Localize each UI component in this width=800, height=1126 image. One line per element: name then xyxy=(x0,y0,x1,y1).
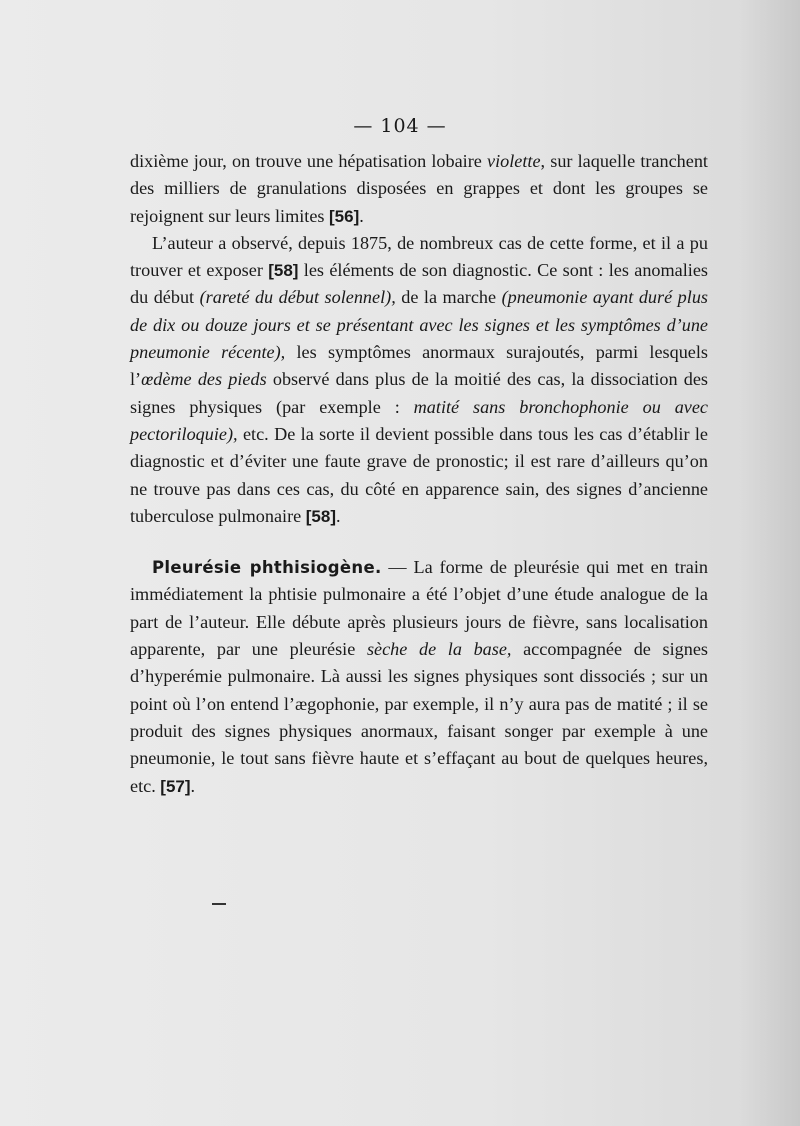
p2-italic-3: œdème des pieds xyxy=(141,369,267,390)
p3-text-1: — La forme de pleurésie qui met en train immédiatement la phtisie pulmonaire a été l’objet d’une étude analogue de la part de l’auteur. Elle débute après plusieurs jours de fièvre, sans localisation apparente, par une pleurésie xyxy=(130,557,708,660)
p3-ref-1: [57] xyxy=(160,776,191,796)
paragraph-1 xyxy=(130,148,708,230)
p2-text-3: de la marche xyxy=(395,287,502,308)
p2-text-5: observé dans plus de la moitié des cas, la dissociation des signes physiques (par exemple : xyxy=(130,369,708,417)
p1-italic-1: violette xyxy=(487,151,541,171)
paragraph-3 xyxy=(130,554,708,800)
p3-text-3: . xyxy=(190,775,196,796)
page-number: — 104 — xyxy=(353,115,447,137)
paragraph-gap xyxy=(130,530,708,554)
p2-ref-2: [58] xyxy=(305,506,336,526)
p1-text-1: dixième jour, on trouve une hépatisation lobaire xyxy=(130,151,488,171)
p1-text-3: . xyxy=(359,205,364,226)
p3-text-2: accompagnée de signes d’hyperémie pulmonaire. Là aussi les signes physiques sont dissociés ; sur un point où l’on entend l’ægophonie, par exemple, il n’y aura pas de matité ; il se produit des signes physiques anormaux, faisant songer par exemple à une pneumonie, le tout sans fièvre haute et s’effaçant au bout de quelques heures, etc. xyxy=(130,639,708,796)
p2-text-7: . xyxy=(336,505,341,526)
stray-dash-mark xyxy=(212,903,226,905)
paragraph-2 xyxy=(130,230,708,530)
p2-italic-1: (rareté du début solennel), xyxy=(199,287,396,308)
p1-text-2: , sur laquelle tranchent des milliers de granulations disposées en grappes et dont les groupes se rejoignent sur leurs limites xyxy=(130,151,708,226)
p2-text-2: les éléments de son diagnostic. Ce sont : les anomalies du début xyxy=(130,260,708,308)
p1-ref-1: [56] xyxy=(329,206,360,226)
body-text xyxy=(130,148,708,800)
section-heading: Pleurésie phthisiogène. xyxy=(152,558,382,578)
p2-text-6: etc. De la sorte il devient possible dans tous les cas d’établir le diagnostic et d’éviter une faute grave de pronostic; il est rare d’ailleurs qu’on ne trouve pas dans ces cas, du côté en apparence sain, des signes d’ancienne tuberculose pulmonaire xyxy=(130,423,708,526)
p2-italic-2: (pneumonie ayant duré plus de dix ou douze jours et se présentant avec les signes et les symptômes d’une pneumonie récente), xyxy=(130,287,708,363)
p2-ref-1: [58] xyxy=(268,261,299,281)
p3-italic-1: sèche de la base, xyxy=(366,639,512,660)
page-shadow xyxy=(740,0,800,1126)
p2-italic-4: matité sans bronchophonie ou avec pectoriloquie), xyxy=(130,396,708,444)
p2-text-1: L’auteur a observé, depuis 1875, de nombreux cas de cette forme, et il a pu trouver et exposer xyxy=(130,232,708,281)
p2-text-4: les symptômes anormaux surajoutés, parmi lesquels l’ xyxy=(130,342,708,390)
